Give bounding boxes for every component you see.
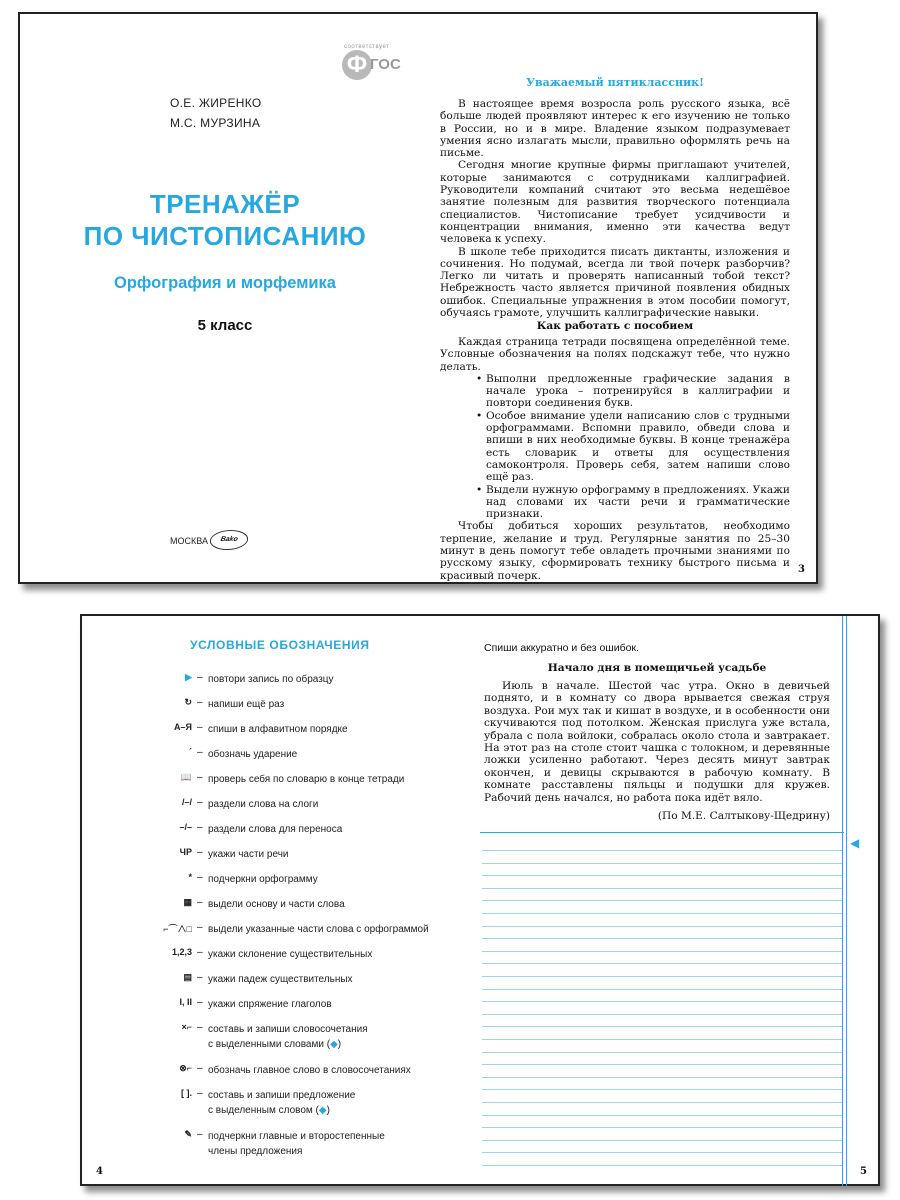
legend-text-line-2: члены предложения [208, 1146, 303, 1157]
legend-dash: – [197, 872, 203, 883]
legend-text: выдели основу и части слова [208, 899, 345, 910]
word-structure-icon: ▦ [183, 897, 192, 907]
legend-item [152, 1088, 482, 1116]
case-grid-icon: ▤ [183, 972, 192, 982]
list-item-text: Особое внимание удели написанию слов с трудными орфограммами. Вспомни правило, обведи слова и впиши в них необходимые буквы. В конце тренажёра есть словарик и ответы для осуществления самоконтроля. Проверь себя, затем напиши слово ещё раз. [486, 409, 790, 484]
legend-text-end: ) [326, 1105, 330, 1116]
writing-line [482, 1001, 842, 1002]
writing-line [482, 1052, 842, 1053]
declension-icon: 1,2,3 [171, 947, 192, 957]
writing-line [482, 1014, 842, 1015]
hyphenation-icon: –/– [179, 822, 192, 832]
author-1: О.Е. ЖИРЕНКО [170, 96, 262, 110]
writing-line [482, 1102, 842, 1103]
page-number-right: 5 [860, 1166, 867, 1177]
legend-text: обозначь главное слово в словосочетаниях [208, 1065, 411, 1076]
legend-text-end: ) [337, 1039, 342, 1050]
legend-item [152, 672, 482, 694]
legend-item [152, 897, 482, 919]
syllable-icon: /–/ [181, 797, 192, 807]
book-spread-exercise [80, 614, 880, 1186]
legend-text: раздели слова для переноса [208, 824, 343, 835]
publisher-logo: Bako [208, 530, 250, 550]
writing-line [482, 1140, 842, 1141]
sentence-icon: [ ]. [181, 1088, 192, 1098]
legend-item [152, 747, 482, 769]
how-to-list [440, 373, 790, 521]
legend-text: напиши ещё раз [208, 699, 285, 710]
legend-text: укажи спряжение глаголов [208, 999, 332, 1010]
list-item [440, 484, 790, 521]
margin-line [846, 616, 847, 1186]
legend-dash: – [197, 1129, 203, 1140]
legend-text: проверь себя по словарю в конце тетради [208, 774, 405, 785]
legend-item [152, 697, 482, 719]
legend-text-line-2: с выделенным словом ( [208, 1105, 319, 1116]
book-subtitle: Орфография и морфемика [114, 274, 336, 292]
legend-text: укажи части речи [208, 849, 289, 860]
main-word-icon: ⊗⌐ [179, 1063, 192, 1073]
legend-dash: – [197, 797, 203, 808]
exercise-instruction: Спиши аккуратно и без ошибок. [484, 642, 639, 654]
legend-description [208, 1129, 478, 1159]
book-title-line-2: ПО ЧИСТОПИСАНИЮ [83, 221, 367, 251]
how-to-intro: Каждая страница тетради посвящена определённой теме. Условные обозначения на полях подскажут тебе, что нужно делать. [440, 336, 790, 373]
writing-line [482, 1165, 842, 1166]
legend-item [152, 1129, 482, 1157]
list-item-text: Выдели нужную орфограмму в предложениях. Укажи над словами их части речи и грамматические признаки. [486, 483, 790, 521]
legend-text: составь и запиши предложение [208, 1090, 356, 1101]
legend-description [208, 722, 478, 737]
legend-dash: – [197, 947, 203, 958]
pencil-icon: ✎ [184, 1129, 192, 1139]
author-2: М.С. МУРЗИНА [170, 116, 261, 130]
closing-paragraph: Чтобы добиться хороших результатов, необходимо терпение, желание и труд. Регулярные занятия по 25–30 минут в день помогут тебе овладеть прочными знаниями по русскому языку, сформировать технику быстрого письма и красивый почерк. [440, 520, 790, 582]
legend-text: подчеркни главные и второстепенные [208, 1131, 385, 1142]
legend-text: укажи склонение существительных [208, 949, 373, 960]
bullet-mark: • [476, 409, 483, 422]
legend-description [208, 1088, 478, 1118]
legend-item [152, 922, 482, 944]
legend-dash: – [197, 847, 203, 858]
exercise-paragraph: Июль в начале. Шестой час утра. Окно в девичьей поднято, и в комнату со двора врывается свежая струя воздуха. Рои мух так и кишат в воздухе, и в особенности они скучиваются под потолком. Женская прислуга уже встала, убрала с пола войлоки, собралась около стола и завтракает. На этот раз на столе стоит чашка с толокном, и деревянные ложки усиленно работают. Через десять минут завтрак окончен, и девицы скрываются в рабочую комнату. В комнате расставлены пяльцы и подушки для кружев. Рабочий день начался, но работа пока идёт вяло. [484, 680, 830, 804]
exercise-title: Начало дня в помещичьей усадьбе [547, 662, 767, 674]
legend-text: выдели указанные части слова с орфограммой [208, 924, 429, 935]
legend-description [208, 997, 478, 1012]
exercise-text [484, 680, 830, 804]
legend-description [208, 772, 478, 787]
writing-line [482, 1089, 842, 1090]
writing-line [482, 963, 842, 964]
legend-description [208, 847, 478, 862]
intro-text [440, 98, 790, 319]
legend-description [208, 697, 478, 712]
diamond-icon: ◆ [318, 1105, 327, 1116]
legend-item [152, 972, 482, 994]
legend-dash: – [197, 1022, 203, 1033]
legend-item [152, 997, 482, 1019]
city-label: МОСКВА [170, 536, 208, 546]
writing-line [482, 1039, 842, 1040]
legend-item [152, 947, 482, 969]
legend-description [208, 947, 478, 962]
legend-description [208, 872, 478, 887]
legend-description [208, 897, 478, 912]
exercise-attribution: (По М.Е. Салтыкову-Щедрину) [657, 810, 830, 822]
legend-description [208, 822, 478, 837]
legend-text: укажи падеж существительных [208, 974, 353, 985]
legend-description [208, 972, 478, 987]
fgos-arc-text: соответствует [344, 44, 390, 50]
page-number-left: 4 [96, 1166, 103, 1177]
legend-dash: – [197, 1063, 203, 1074]
phrase-icon: ×⌐ [181, 1022, 192, 1032]
legend-dash: – [197, 722, 203, 733]
asterisk-icon: * [188, 872, 192, 882]
legend-dash: – [197, 822, 203, 833]
legend-dash: – [197, 772, 203, 783]
intro-paragraph: В настоящее время возросла роль русского языка, всё больше людей проявляют интерес к его изучению не только в России, но и в мире. Владение языком подразумевает умения ясно излагать мысли, правильно оформлять речь на письме. [440, 98, 790, 160]
legend-dash: – [197, 897, 203, 908]
writing-line [482, 875, 842, 876]
how-to-heading: Как работать с пособием [536, 320, 694, 332]
legend-dash: – [197, 1088, 203, 1099]
intro-paragraph: Сегодня многие крупные фирмы приглашают учителей, которые занимаются с сотрудниками каллиграфией. Руководители компаний считают это весьма недешёвое занятие полезным для развития творческого потенциала специалистов. Чистописание требует усидчивости и концентрации внимания, именно эти качества ведут человека к успеху. [440, 159, 790, 246]
writing-line [482, 1127, 842, 1128]
legend-text: повтори запись по образцу [208, 674, 334, 685]
book-title-line-1: ТРЕНАЖЁР [149, 189, 301, 219]
legend-dash: – [197, 922, 203, 933]
bullet-mark: • [476, 483, 483, 496]
writing-line [482, 1077, 842, 1078]
writing-line [482, 850, 842, 851]
legend-description [208, 1063, 478, 1078]
legend-text: обозначь ударение [208, 749, 298, 760]
legend-description [208, 797, 478, 812]
legend-item [152, 722, 482, 744]
legend-title: УСЛОВНЫЕ ОБОЗНАЧЕНИЯ [190, 638, 370, 652]
legend-dash: – [197, 697, 203, 708]
margin-line [842, 616, 843, 1186]
alphabet-icon: А–Я [174, 722, 192, 732]
writing-line [482, 863, 842, 864]
legend-item [152, 1063, 482, 1085]
list-item-text: Выполни предложенные графические задания в начале урока – потренируйся в каллиграфии и повтори соединения букв. [486, 372, 790, 410]
legend-dash: – [197, 997, 203, 1008]
writing-lines[interactable] [482, 832, 842, 1172]
stress-mark-icon: ´ [189, 747, 192, 757]
legend-text: раздели слова на слоги [208, 799, 319, 810]
writing-line [482, 951, 842, 952]
writing-line [482, 1152, 842, 1153]
fgos-text: ГОС [370, 56, 401, 73]
book-icon: 📖 [180, 772, 192, 782]
legend-item [152, 1022, 482, 1050]
conjugation-icon: I, II [179, 997, 192, 1007]
legend-item [152, 847, 482, 869]
play-triangle-icon: ▶ [185, 672, 192, 682]
legend-item [152, 797, 482, 819]
intro-paragraph: В школе тебе приходится писать диктанты, изложения и сочинения. Но подумай, всегда ли твой почерк разборчив? Легко ли читать и проверять написанный тобой текст? Небрежность часто является причиной появления обидных ошибок. Специальные упражнения в этом пособии помогут, обучаясь грамоте, улучшить каллиграфические навыки. [440, 245, 790, 320]
list-item [440, 373, 790, 410]
writing-top-line [480, 832, 844, 833]
writing-line [482, 926, 842, 927]
bullet-mark: • [476, 372, 483, 385]
legend-text: составь и запиши словосочетания [208, 1024, 368, 1035]
legend-item [152, 772, 482, 794]
legend-dash: – [197, 672, 203, 683]
writing-line [482, 938, 842, 939]
legend-item [152, 822, 482, 844]
writing-line [482, 1026, 842, 1027]
legend-text: спиши в алфавитном порядке [208, 724, 348, 735]
writing-line [482, 1115, 842, 1116]
parts-of-speech-icon: ЧР [179, 847, 192, 857]
margin-marker-icon: ◀ [850, 836, 860, 850]
writing-line [482, 1064, 842, 1065]
writing-line [482, 989, 842, 990]
list-item [440, 410, 790, 484]
how-to-text [440, 336, 790, 582]
book-spread-cover [18, 12, 818, 584]
legend-description [208, 1022, 478, 1052]
legend-description [208, 672, 478, 687]
legend-text-line-2: с выделенными словами ( [208, 1039, 331, 1050]
grade-label: 5 класс [197, 317, 253, 334]
legend-dash: – [197, 972, 203, 983]
fgos-logo [340, 44, 410, 90]
legend-description [208, 922, 478, 937]
repeat-icon: ↻ [184, 697, 192, 707]
writing-line [482, 900, 842, 901]
intro-heading: Уважаемый пятиклассник! [526, 76, 704, 89]
writing-line [482, 976, 842, 977]
writing-line [482, 913, 842, 914]
writing-line [482, 888, 842, 889]
page-number: 3 [798, 564, 805, 575]
legend-description [208, 747, 478, 762]
legend-item [152, 872, 482, 894]
legend-dash: – [197, 747, 203, 758]
diamond-icon: ◆ [330, 1039, 338, 1050]
legend-text: подчеркни орфограмму [208, 874, 318, 885]
morpheme-marks-icon: ⌐⌒∧□ [163, 924, 192, 934]
fgos-letter: Ф [342, 50, 372, 80]
